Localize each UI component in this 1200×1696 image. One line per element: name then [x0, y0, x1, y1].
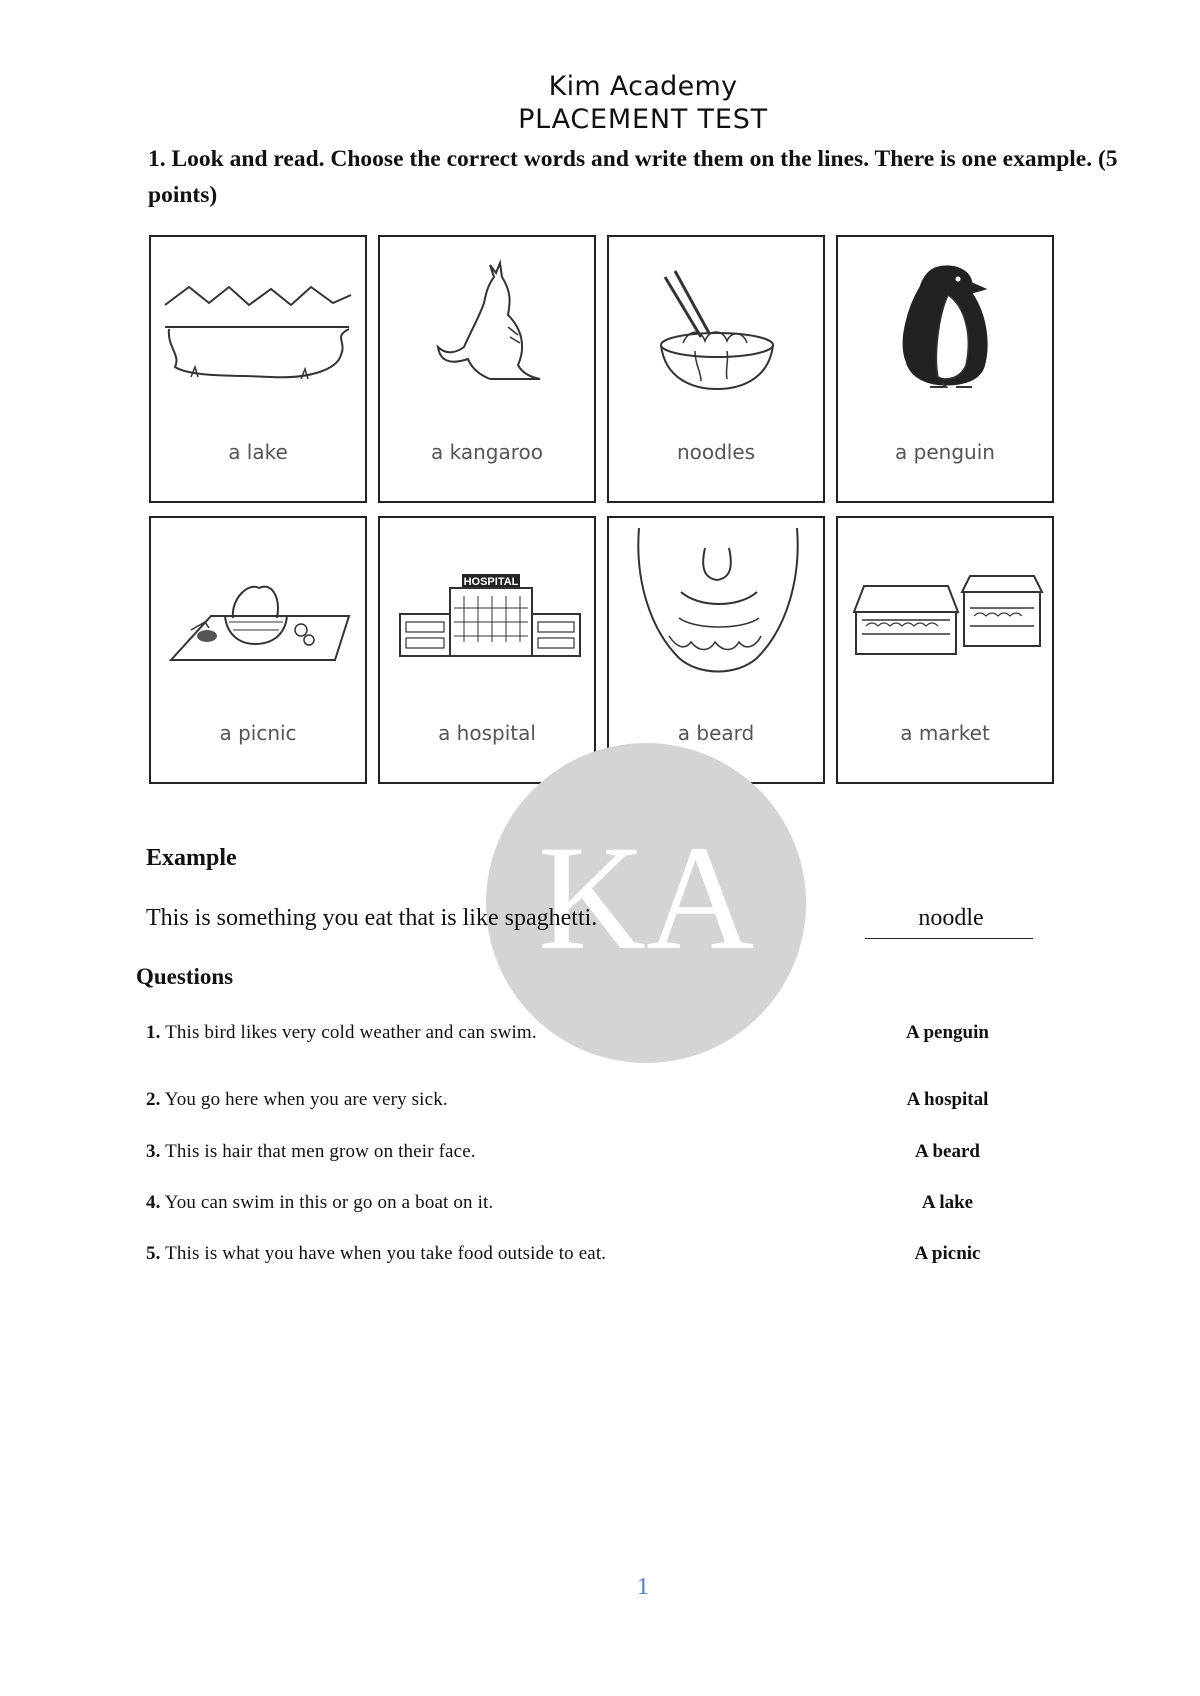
watermark-text: KA: [537, 815, 755, 981]
answer-1: A penguin: [906, 1022, 989, 1043]
question-number: 5.: [146, 1243, 161, 1264]
answer-3: A beard: [915, 1141, 980, 1162]
question-text: This is hair that men grow on their face.: [165, 1141, 476, 1162]
lake-icon: [151, 237, 369, 505]
test-title: PLACEMENT TEST: [518, 104, 768, 135]
card-label: a lake: [228, 440, 288, 464]
question-text: You go here when you are very sick.: [164, 1089, 448, 1110]
section-instruction: 1. Look and read. Choose the correct words and write them on the lines. There is one example. (5 points): [148, 146, 1118, 208]
card-label: a market: [900, 721, 990, 745]
answer-4: A lake: [921, 1192, 974, 1213]
example-question: This is something you eat that is like spaghetti.: [146, 905, 598, 931]
card-kangaroo: [378, 235, 596, 503]
kangaroo-icon: [380, 237, 598, 505]
answer-line: [865, 938, 1033, 939]
noodles-icon: [609, 237, 827, 505]
question-number: 3.: [146, 1141, 161, 1162]
school-name: Kim Academy: [548, 71, 738, 102]
question-text: You can swim in this or go on a boat on it.: [164, 1192, 494, 1213]
questions-heading: Questions: [136, 964, 234, 989]
penguin-icon: [838, 237, 1056, 505]
question-3: [146, 1141, 476, 1163]
hospital-sign: HOSPITAL: [463, 576, 519, 588]
page-number: 1: [637, 1574, 649, 1600]
question-number: 1.: [146, 1022, 161, 1043]
card-label: noodles: [676, 440, 756, 464]
question-5: [146, 1243, 606, 1265]
answer-2: A hospital: [906, 1089, 989, 1110]
example-answer: noodle: [918, 905, 984, 931]
card-lake: [149, 235, 367, 503]
question-4: [146, 1192, 493, 1214]
example-heading: Example: [146, 845, 237, 871]
card-label: a kangaroo: [431, 440, 543, 464]
card-noodles: [607, 235, 825, 503]
watermark-logo: [486, 743, 806, 1063]
question-2: [146, 1089, 448, 1111]
card-penguin: [836, 235, 1054, 503]
card-label: a picnic: [219, 721, 297, 745]
card-label: a penguin: [895, 440, 995, 464]
picnic-icon: [151, 518, 369, 786]
card-market: [836, 516, 1054, 784]
card-label: a beard: [677, 721, 755, 745]
question-text: This bird likes very cold weather and can swim.: [165, 1022, 537, 1043]
question-1: [146, 1022, 537, 1044]
question-number: 4.: [146, 1192, 161, 1213]
answer-5: A picnic: [914, 1243, 981, 1264]
card-picnic: [149, 516, 367, 784]
question-text: This is what you have when you take food outside to eat.: [165, 1243, 607, 1264]
card-label: a hospital: [438, 721, 536, 745]
question-number: 2.: [146, 1089, 161, 1110]
market-icon: [838, 518, 1056, 786]
